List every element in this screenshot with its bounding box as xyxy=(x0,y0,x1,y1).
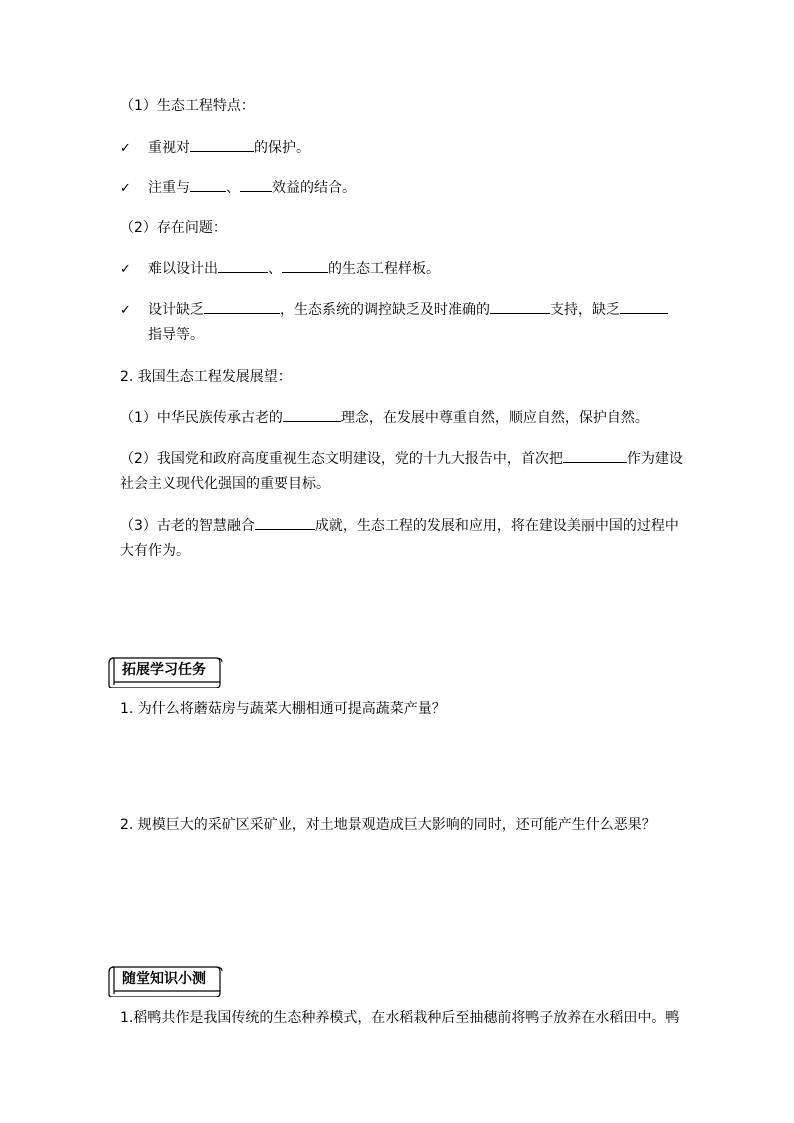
problem-item-1-mid: 、 xyxy=(268,261,282,277)
outlook-item-3 xyxy=(120,515,679,536)
outlook-item-3-pre: （3）古老的智慧融合 xyxy=(120,518,255,534)
feature-item-1 xyxy=(120,137,310,159)
outlook-item-2 xyxy=(120,448,683,469)
blank-field[interactable] xyxy=(190,177,226,192)
extension-question-2: 2. 规模巨大的采矿区采矿业，对土地景观造成巨大影响的同时，还可能产生什么恶果？ xyxy=(120,817,656,833)
problem-item-2-post: 支持，缺乏 xyxy=(550,302,620,318)
outlook-item-2-post: 作为建设 xyxy=(626,451,683,467)
blank-field[interactable] xyxy=(255,515,315,530)
section1-heading: （1）生态工程特点： xyxy=(120,98,255,114)
problem-item-2-pre: 设计缺乏 xyxy=(148,302,204,318)
feature-item-1-post: 的保护。 xyxy=(254,140,310,156)
check-mark-icon: ✓ xyxy=(120,262,131,277)
check-mark-icon: ✓ xyxy=(120,141,131,156)
blank-field[interactable] xyxy=(490,299,550,314)
check-mark-icon: ✓ xyxy=(120,303,131,318)
problem-item-1-pre: 难以设计出 xyxy=(148,261,218,277)
outlook-item-3-post: 成就，生态工程的发展和应用，将在建设美丽中国的过程中 xyxy=(314,518,679,534)
blank-field[interactable] xyxy=(283,407,341,422)
outlook-item-2-cont: 社会主义现代化强国的重要目标。 xyxy=(120,476,330,492)
section2-heading: （2）存在问题： xyxy=(120,220,227,236)
extension-banner xyxy=(106,654,224,686)
quiz-question-1: 1.稻鸭共作是我国传统的生态种养模式，在水稻栽种后至抽穗前将鸭子放养在水稻田中。鸭 xyxy=(120,1010,680,1026)
blank-field[interactable] xyxy=(204,299,280,314)
check-mark-icon: ✓ xyxy=(120,181,131,196)
outlook-item-1-pre: （1）中华民族传承古老的 xyxy=(120,410,283,426)
outlook-item-3-cont: 大有作为。 xyxy=(120,543,190,559)
outlook-item-2-pre: （2）我国党和政府高度重视生态文明建设，党的十九大报告中，首次把 xyxy=(120,451,563,467)
blank-field[interactable] xyxy=(190,137,254,152)
problem-item-2-cont: 指导等。 xyxy=(148,327,204,343)
outlook-item-1-post: 理念，在发展中尊重自然，顺应自然，保护自然。 xyxy=(340,410,649,426)
quiz-title: 随堂知识小测 xyxy=(122,971,206,987)
quiz-banner xyxy=(106,963,224,995)
blank-field[interactable] xyxy=(282,258,328,273)
feature-item-2-mid: 、 xyxy=(226,180,240,196)
extension-question-1: 1. 为什么将蘑菇房与蔬菜大棚相通可提高蔬菜产量？ xyxy=(120,701,446,717)
blank-field[interactable] xyxy=(563,448,627,463)
extension-title: 拓展学习任务 xyxy=(122,662,206,678)
blank-field[interactable] xyxy=(620,299,668,314)
problem-item-2-mid: ，生态系统的调控缺乏及时准确的 xyxy=(280,302,490,318)
blank-field[interactable] xyxy=(240,177,272,192)
blank-field[interactable] xyxy=(218,258,268,273)
feature-item-2-pre: 注重与 xyxy=(148,180,190,196)
outlook-heading: 2. 我国生态工程发展展望： xyxy=(120,369,292,385)
problem-item-1-post: 的生态工程样板。 xyxy=(328,261,440,277)
feature-item-1-pre: 重视对 xyxy=(148,140,190,156)
feature-item-2-post: 效益的结合。 xyxy=(272,180,356,196)
problem-item-2 xyxy=(120,299,668,321)
outlook-item-1 xyxy=(120,407,649,428)
problem-item-1 xyxy=(120,258,440,280)
feature-item-2 xyxy=(120,177,356,199)
